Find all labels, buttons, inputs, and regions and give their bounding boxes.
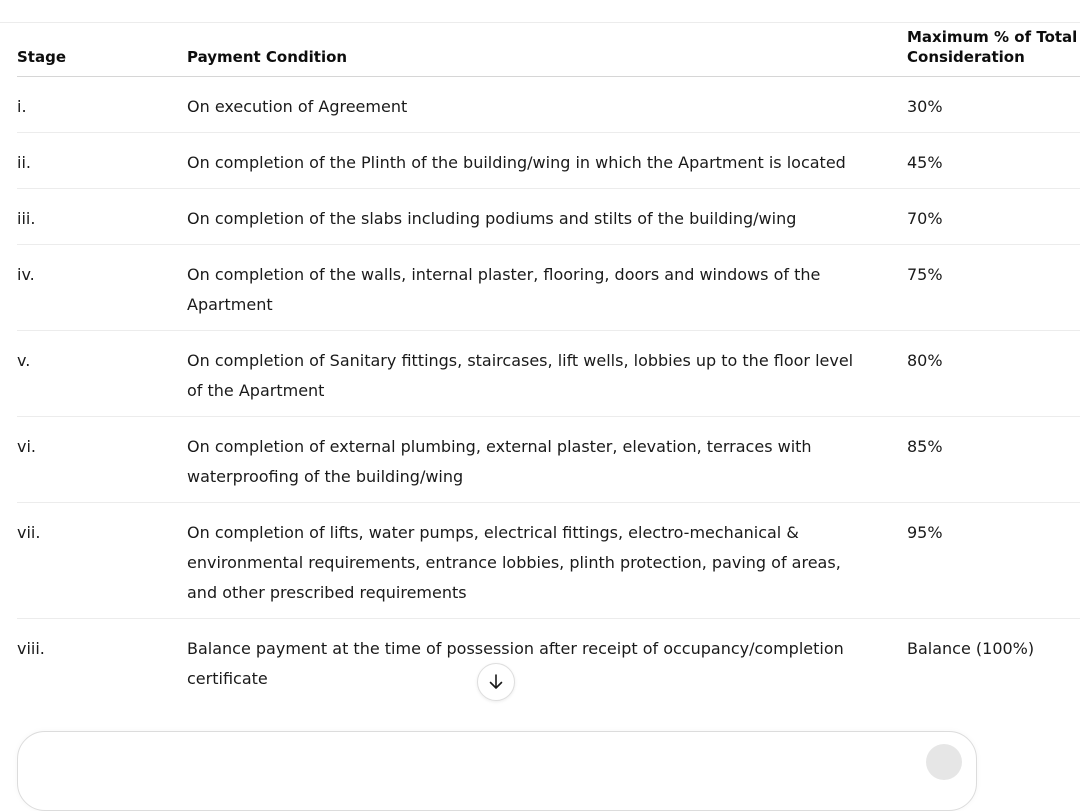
header-max-percent: Maximum % of Total Consideration bbox=[907, 28, 1078, 66]
percent-cell: 85% bbox=[907, 437, 943, 456]
scroll-to-bottom-button[interactable] bbox=[477, 663, 515, 701]
percent-cell: 80% bbox=[907, 351, 943, 370]
payment-schedule-table bbox=[17, 23, 1080, 705]
percent-cell: 45% bbox=[907, 153, 943, 172]
table-row bbox=[17, 331, 1080, 417]
table-row bbox=[17, 245, 1080, 331]
stage-cell: vii. bbox=[17, 523, 41, 542]
header-stage: Stage bbox=[17, 48, 67, 66]
table-row bbox=[17, 417, 1080, 503]
table-row bbox=[17, 77, 1080, 133]
stage-cell: iii. bbox=[17, 209, 36, 228]
composer-action-button[interactable] bbox=[926, 744, 962, 780]
table-row bbox=[17, 503, 1080, 619]
stage-cell: viii. bbox=[17, 639, 45, 658]
percent-cell: 75% bbox=[907, 265, 943, 284]
condition-cell: On completion of the slabs including podiums and stilts of the building/wing bbox=[187, 209, 797, 228]
percent-cell: 95% bbox=[907, 523, 943, 542]
stage-cell: i. bbox=[17, 97, 27, 116]
condition-cell: On completion of lifts, water pumps, electrical fittings, electro-mechanical & environmental requirements, entrance lobbies, plinth protection, paving of areas, and other prescribed requirements bbox=[187, 523, 841, 602]
condition-cell: On execution of Agreement bbox=[187, 97, 408, 116]
condition-cell: On completion of external plumbing, external plaster, elevation, terraces with waterproofing of the building/wing bbox=[187, 437, 812, 486]
condition-cell: On completion of the walls, internal plaster, flooring, doors and windows of the Apartment bbox=[187, 265, 821, 314]
condition-cell: Balance payment at the time of possession after receipt of occupancy/completion certificate bbox=[187, 639, 844, 688]
table-row bbox=[17, 133, 1080, 189]
table-row bbox=[17, 189, 1080, 245]
header-payment-condition: Payment Condition bbox=[187, 48, 348, 66]
condition-cell: On completion of Sanitary fittings, staircases, lift wells, lobbies up to the floor level of the Apartment bbox=[187, 351, 854, 400]
message-composer[interactable] bbox=[17, 731, 977, 811]
arrow-down-icon bbox=[486, 672, 506, 692]
table-row bbox=[17, 619, 1080, 705]
stage-cell: ii. bbox=[17, 153, 31, 172]
condition-cell: On completion of the Plinth of the building/wing in which the Apartment is located bbox=[187, 153, 846, 172]
percent-cell: Balance (100%) bbox=[907, 639, 1035, 658]
percent-cell: 30% bbox=[907, 97, 943, 116]
percent-cell: 70% bbox=[907, 209, 943, 228]
stage-cell: iv. bbox=[17, 265, 35, 284]
stage-cell: v. bbox=[17, 351, 31, 370]
table-header-row bbox=[17, 23, 1080, 77]
stage-cell: vi. bbox=[17, 437, 36, 456]
